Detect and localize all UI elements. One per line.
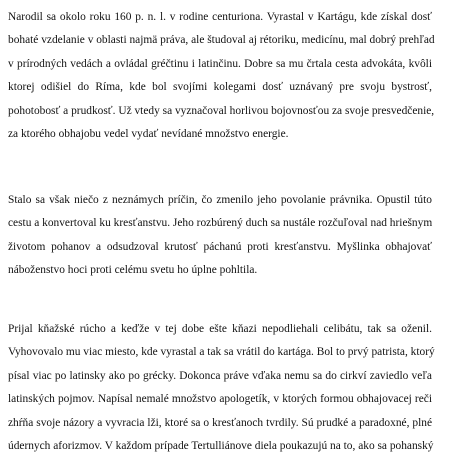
text-line: v prírodných vedách a ovládal gréčtinu i latinčinu. Dobre sa mu črtala cesta advokáta, kvôli [8, 57, 432, 70]
text-line: bohaté vzdelanie v oblasti najmä práva, ale študoval aj rétoriku, medicínu, mal dobrý prehľad [8, 34, 435, 47]
text-line: Narodil sa okolo roku 160 p. n. l. v rodine centuriona. Vyrastal v Kartágu, kde získal dosť [8, 11, 432, 23]
text-line: latinských pojmov. Napísal nemalé množstvo apologetík, v ktorých formou obhajovacej reči [8, 393, 432, 406]
text-line: Stalo sa však niečo z neznámych príčin, čo zmenilo jeho povolanie právnika. Opustil túto [8, 194, 432, 206]
text-line: písal viac po latinsky ako po grécky. Dokonca práve vďaka nemu sa do cirkví zaviedlo veľa [8, 369, 432, 382]
text-line: pohotobosť a prudkosť. Už vtedy sa vyznačoval horlivou bojovnosťou za svoje presvedčenie, [8, 104, 435, 117]
text-line: za ktorého obhajobu vedel vydať nevídané množstvo energie. [8, 127, 289, 140]
text-line: ktorej odišiel do Ríma, kde bol svojími kolegami dosť uznávaný pre svoju bystrosť, [8, 81, 432, 94]
text-line: zhŕňa svoje názory a vyvracia lži, ktoré sa o kresťanoch tvrdily. Sú prudké a paradoxné, plné [8, 416, 432, 429]
paragraph-1 [8, 6, 435, 146]
paragraph-3 [8, 318, 435, 458]
text-line: údernych aforizmov. V každom prípade Tertulliánove diela poukazujú na to, ako sa pohanský [8, 439, 434, 452]
paragraph-2 [8, 189, 432, 283]
text-line: Vyhovovalo mu viac miesto, kde vyrastal a tak sa vrátil do kartága. Bol to prvý patrista, ktorý [8, 346, 435, 359]
text-line: Prijal kňažské rúcho a keďže v tej dobe ešte kňazi nepodliehali celibátu, tak sa oženil. [8, 323, 432, 335]
text-line: životom pohanov a odsudzoval krutosť páchanú proti kresťanstvu. Myšlinka obhajovať [8, 240, 432, 253]
text-line: náboženstvo hoci proti celému svetu ho úplne pohltila. [8, 264, 258, 277]
text-line: cestu a konvertoval ku kresťanstvu. Jeho rozbúrený duch sa nustále rozčuľoval nad hriešnym [8, 217, 433, 230]
